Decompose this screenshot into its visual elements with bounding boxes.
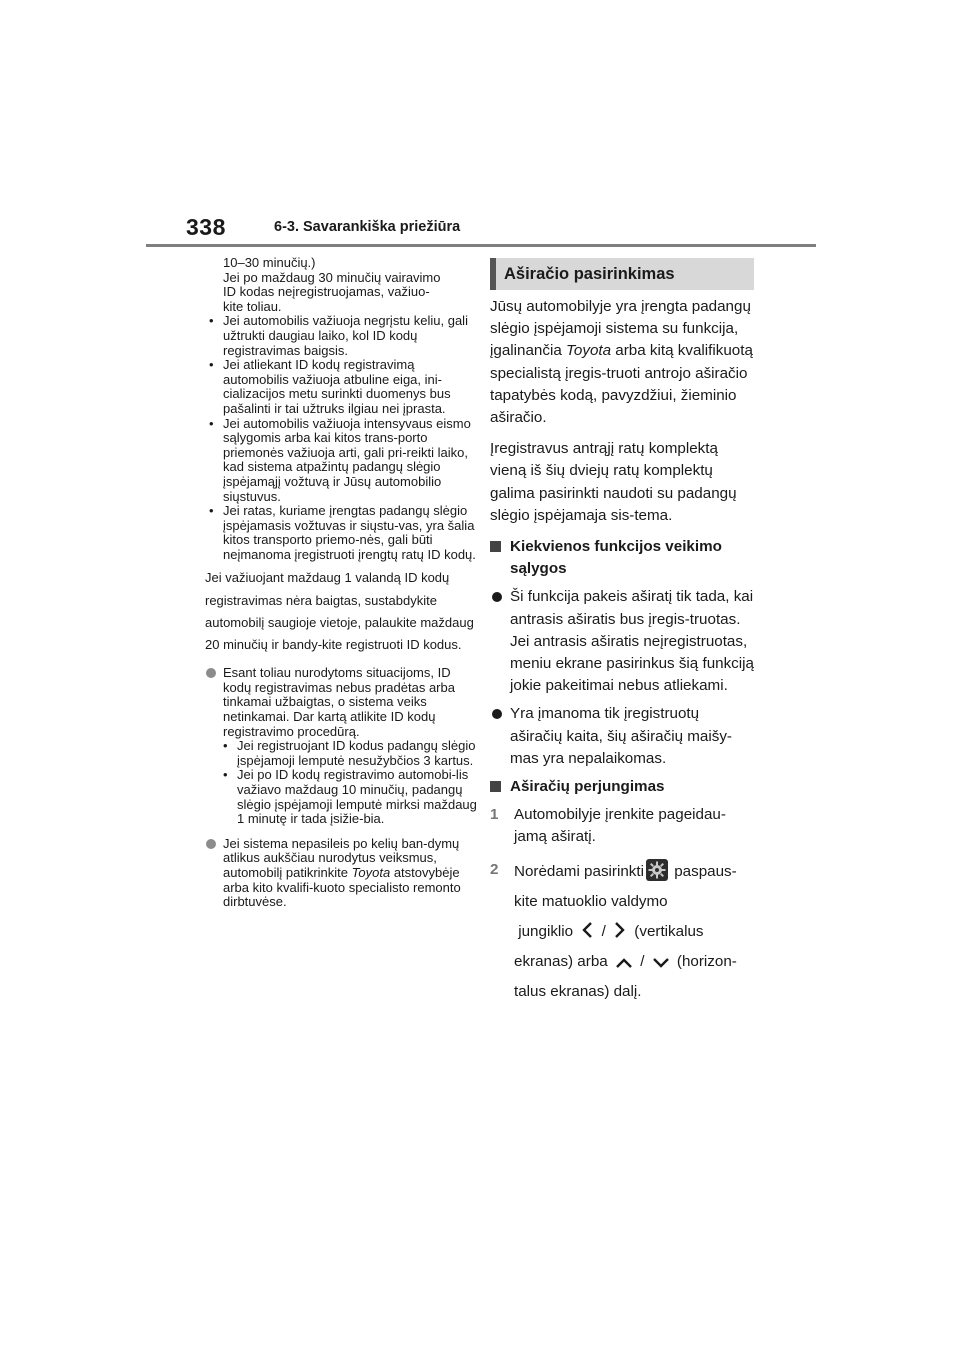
list-item: • Jei ratas, kuriame įrengtas padangų slėgio įspėjamasis vožtuvas ir siųstu-vas, yra šalia kitos transporto priemo-nės, gali būti neįmanoma įregistruoti įrengtų ratų ID kodų.: [205, 504, 477, 562]
list-item: Yra įmanoma tik įregistruotų aširačių kaita, šių aširačių maišy-mas yra nepalaikomas.: [490, 703, 754, 770]
chevron-down-icon: [652, 957, 670, 969]
note-text: Jei sistema nepasileis po kelių ban-dymų atlikus aukščiau nurodytus veiksmus, automobilį patikrinkite Toyota atstovybėje arba kito kvalifi-kuoto specialisto remonto dirbtuvėse.: [223, 835, 461, 910]
list-item: • Jei atliekant ID kodų registravimą automobilis važiuoja atbuline eiga, ini-cializacijos metu surinkti duomenys bus pašalinti ir tai užtruks ilgiau nei įprasta.: [205, 358, 477, 416]
step-text: Automobilyje įrenkite pageidau-jamą aširatį.: [514, 806, 726, 846]
bullet-list: [205, 314, 477, 562]
paragraph: Jūsų automobilyje yra įrengta padangų slėgio įspėjamoji sistema su funkcija, įgalinančia Toyota arba kitą kvalifikuotą specialistą įregis-truoti antrojo aširačio tapatybės kodą, pavyzdžiui, žieminio aširačio.: [490, 298, 753, 427]
header-rule: [146, 244, 816, 247]
registration-paragraph: Jei važiuojant maždaug 1 valandą ID kodų registravimas nėra baigtas, sustabdykite automobilį saugioje vietoje, palaukite maždaug 20 minučių ir bandy-kite registruoti ID kodus.: [205, 570, 474, 653]
chevron-right-icon: [613, 921, 627, 939]
dot-bullet-icon: [492, 709, 502, 719]
square-bullet-icon: [490, 541, 501, 552]
circle-bullet-icon: [206, 668, 216, 678]
list-item: • Jei automobilis važiuoja intensyvaus eismo sąlygomis arba kai kitos trans-porto priemonės važiuoja arti, gali pri-reikti laiko, kad sistema atpažintų padangų slėgio įspėjamąjį vožtuvą ir Jūsų automobilio siųstuvus.: [205, 417, 477, 505]
note-bullets: [223, 739, 477, 827]
dot-list: [490, 586, 754, 770]
intro-line: ID kodas neįregistruojamas, važiuo-: [223, 284, 430, 300]
left-column: [205, 256, 477, 910]
gear-icon: [646, 859, 668, 881]
chevron-up-icon: [615, 957, 633, 969]
list-item: Ši funkcija pakeis aširatį tik tada, kai antrasis aširatis bus įregis-truotas. Jei antrasis aširatis neįregistruotas, meniu ekrane pasirinkus šią funkciją jokie pakeitimai nebus atliekami.: [490, 586, 754, 697]
brand-name: Toyota: [566, 342, 612, 360]
chevron-left-icon: [580, 921, 594, 939]
dot-bullet-icon: [492, 592, 502, 602]
chapter-title: 6-3. Savarankiška priežiūra: [274, 219, 461, 235]
section-title: Aširačio pasirinkimas: [490, 258, 754, 290]
step-text: talus ekranas) dalį.: [514, 983, 642, 1001]
step: [490, 804, 754, 848]
step-number: 2: [490, 860, 499, 878]
note-block: [205, 666, 477, 827]
intro-line: 10–30 minučių.): [223, 255, 316, 270]
subheading: Kiekvienos funkcijos veikimo sąlygos: [490, 536, 754, 580]
note-text: Esant toliau nurodytoms situacijoms, ID kodų registravimas nebus pradėtas arba tinkamai užbaigtas, o sistema veiks netinkamai. Dar kartą atlikite ID kodų registravimo procedūrą.: [223, 665, 455, 739]
step-text: kite matuoklio valdymo: [514, 892, 668, 910]
circle-bullet-icon: [206, 839, 216, 849]
note-block: [205, 837, 477, 910]
right-column: [490, 258, 754, 1014]
intro-line: kite toliau.: [223, 298, 282, 314]
subheading: Aširačių perjungimas: [490, 776, 754, 798]
brand-name: Toyota: [351, 865, 391, 880]
paragraph: Įregistravus antrąjį ratų komplektą vieną iš šių dviejų ratų komplektų galima pasirinkti naudoti su padangų slėgio įspėjamaja sis-tema.: [490, 440, 737, 524]
intro-line: Jei po maždaug 30 minučių vairavimo: [223, 269, 441, 285]
intro-block: [205, 256, 477, 314]
step-number: 1: [490, 806, 499, 824]
list-item: • Jei po ID kodų registravimo automobi-lis važiavo maždaug 10 minučių, padangų slėgio įspėjamoji lemputė mirksi maždaug 1 minutę ir tada įsižie-bia.: [223, 768, 477, 826]
list-item: • Jei registruojant ID kodus padangų slėgio įspėjamoji lemputė nesužybčios 3 kartus.: [223, 739, 477, 768]
page-number: 338: [186, 214, 226, 240]
step: 2 Norėdami pasirinkti paspaus- kite matuoklio valdymo jungiklio / (vertikalus ekranas) arba / (horizon- talus ekranas) dalį.: [490, 859, 754, 1004]
square-bullet-icon: [490, 781, 501, 792]
list-item: • Jei automobilis važiuoja negrįstu keliu, gali užtrukti daugiau laiko, kol ID kodų registravimas baigsis.: [205, 314, 477, 358]
